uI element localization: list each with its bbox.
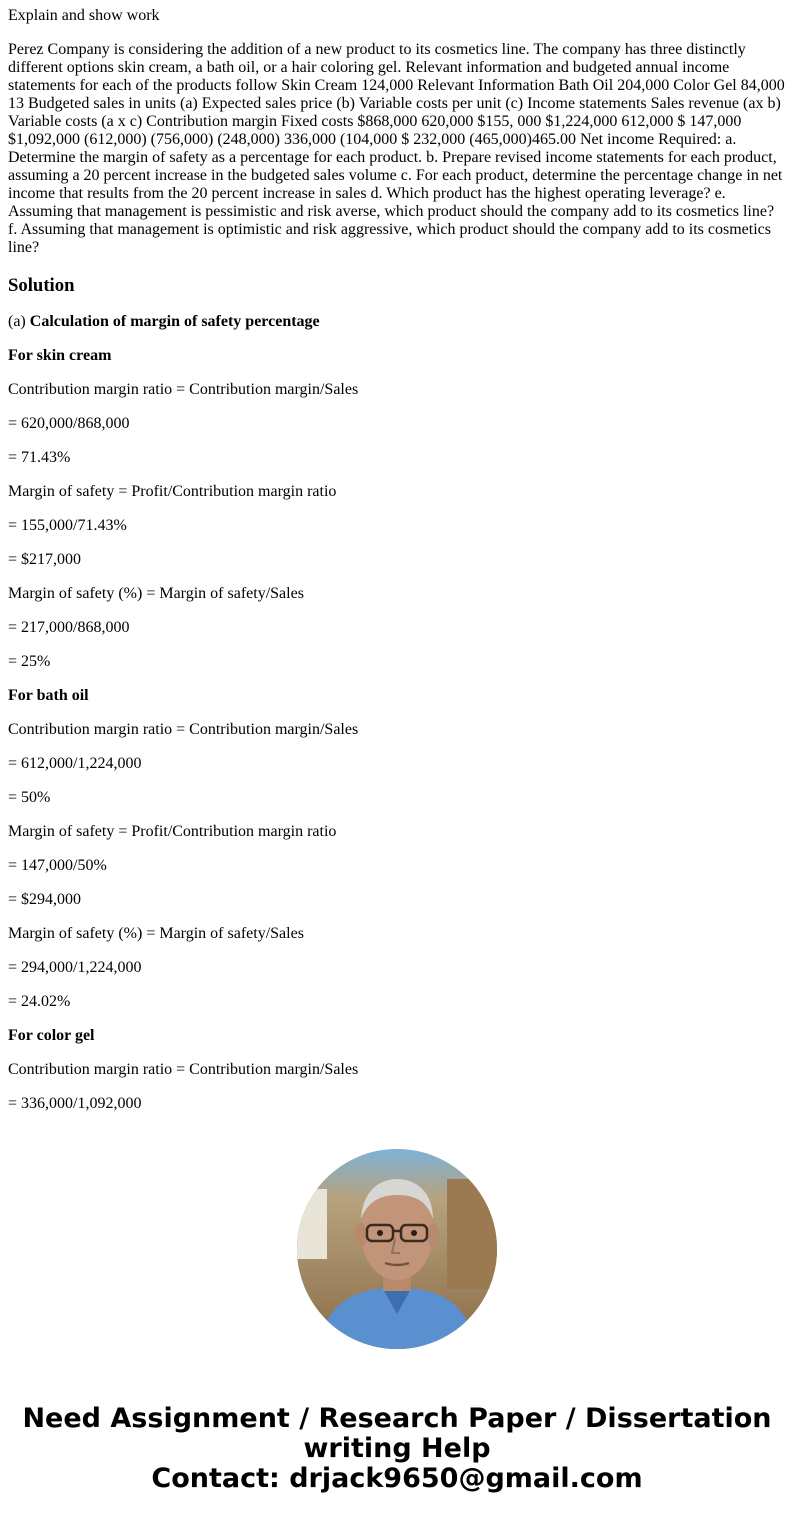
avatar <box>297 1149 497 1349</box>
part-a-title <box>8 313 786 331</box>
document <box>0 7 794 1113</box>
calc-line: Margin of safety (%) = Margin of safety/Sales <box>8 585 304 602</box>
calc-line: = 155,000/71.43% <box>8 517 127 534</box>
footer-contact: Contact: drjack9650@gmail.com <box>151 1463 643 1494</box>
calc-line: = 147,000/50% <box>8 857 107 874</box>
calc-line: = 50% <box>8 789 51 806</box>
calc-line: = 25% <box>8 653 51 670</box>
calc-line: = 612,000/1,224,000 <box>8 755 142 772</box>
calc-line: = $217,000 <box>8 551 82 568</box>
solution-heading: Solution <box>8 275 75 296</box>
footer-line: Need Assignment / Research Paper / Dissertation <box>22 1403 772 1434</box>
color-gel-heading: For color gel <box>8 1027 95 1044</box>
avatar-container <box>0 1149 794 1349</box>
calc-line: = 294,000/1,224,000 <box>8 959 142 976</box>
question-body: Perez Company is considering the addition of a new product to its cosmetics line. The company has three distinctly different options skin cream, a bath oil, or a hair coloring gel. Relevant information and budgeted annual income statements for each of the products follow Skin Cream 124,000 Relevant Information Bath Oil 204,000 Color Gel 84,000 13 Budgeted sales in units (a) Expected sales price (b) Variable costs per unit (c) Income statements Sales revenue (ax b) Variable costs (a x c) Contribution margin Fixed costs $868,000 620,000 $155, 000 $1,224,000 612,000 $ 147,000 $1,092,000 (612,000) (756,000) (248,000) 336,000 (104,000 $ 232,000 (465,000)465.00 Net income Required: a. Determine the margin of safety as a percentage for each product. b. Prepare revised income statements for each product, assuming a 20 percent increase in the budgeted sales volume c. For each product, determine the percentage change in net income that results from the 20 percent increase in sales d. Which product has the highest operating leverage? e. Assuming that management is pessimistic and risk averse, which product should the company add to its cosmetics line? f. Assuming that management is optimistic and risk aggressive, which product should the company add to its cosmetics line? <box>8 41 785 256</box>
question-instruction: Explain and show work <box>8 7 160 24</box>
calc-line: = 336,000/1,092,000 <box>8 1095 142 1112</box>
avatar-portrait-image <box>297 1149 497 1349</box>
skin-cream-heading: For skin cream <box>8 347 112 364</box>
promo-footer <box>0 1404 794 1494</box>
calc-line: = 620,000/868,000 <box>8 415 130 432</box>
part-a-title-text: Calculation of margin of safety percentage <box>29 313 320 330</box>
calc-line: Margin of safety = Profit/Contribution margin ratio <box>8 483 337 500</box>
calc-line: = 217,000/868,000 <box>8 619 130 636</box>
bath-oil-heading: For bath oil <box>8 687 89 704</box>
calc-line: Contribution margin ratio = Contribution margin/Sales <box>8 381 359 398</box>
calc-line: Margin of safety = Profit/Contribution margin ratio <box>8 823 337 840</box>
calc-line: = $294,000 <box>8 891 82 908</box>
calc-line: Contribution margin ratio = Contribution margin/Sales <box>8 721 359 738</box>
calc-line: = 24.02% <box>8 993 71 1010</box>
part-a-prefix: (a) <box>8 313 30 330</box>
footer-line: writing Help <box>303 1433 491 1464</box>
calc-line: Contribution margin ratio = Contribution margin/Sales <box>8 1061 359 1078</box>
calc-line: = 71.43% <box>8 449 71 466</box>
calc-line: Margin of safety (%) = Margin of safety/Sales <box>8 925 304 942</box>
